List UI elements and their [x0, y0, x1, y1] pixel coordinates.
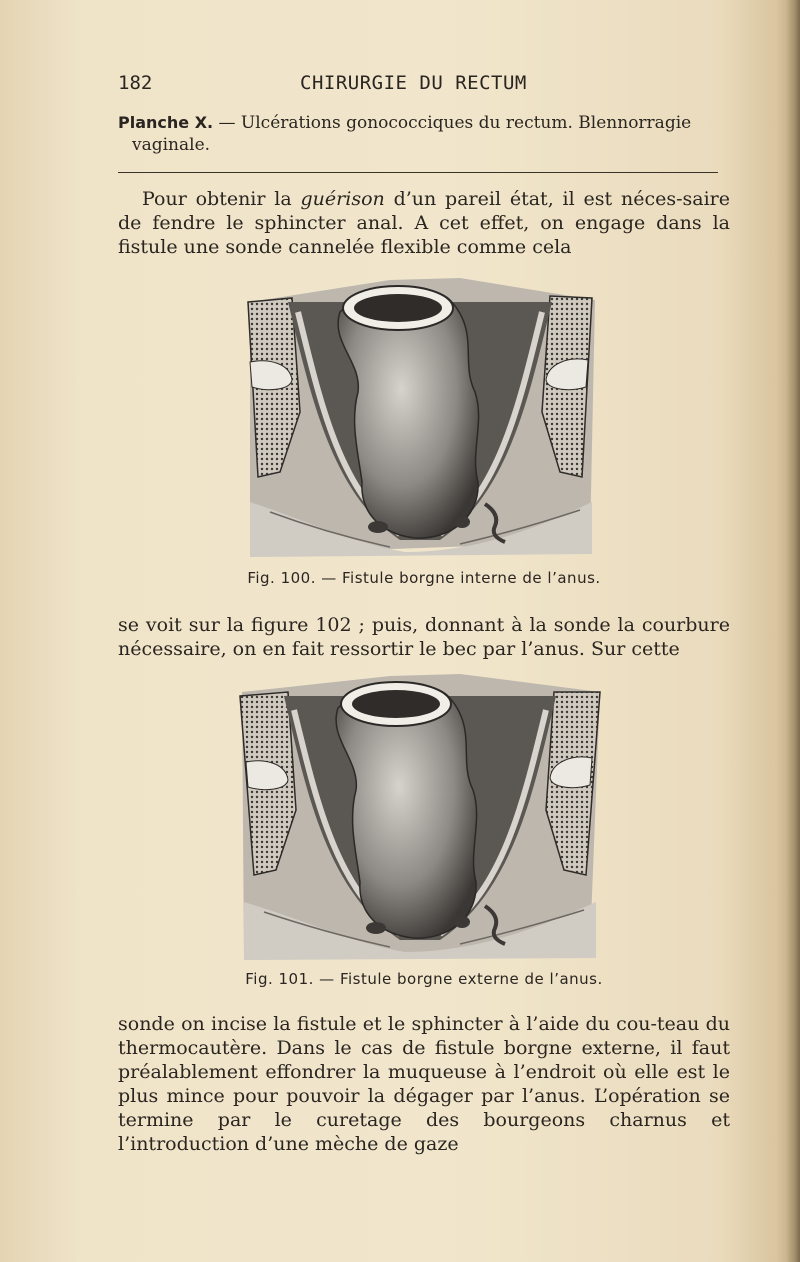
- paragraph-1: [118, 187, 730, 259]
- paragraph-3-text: sonde on incise la fistule et le sphincter à l’aide du cou-teau du thermocautère. Dans le cas de fistule borgne externe, il faut préalablement effondrer la muqueuse à l’endroit où elle est le plus mince pour pouvoir la dégager par l’anus. L’opération se termine par le curetage des bourgeons charnus et l’introduction d’une mèche de gaze: [118, 1013, 730, 1155]
- plate-caption: [118, 112, 728, 156]
- figure-101-caption: Fig. 101. — Fistule borgne externe de l’anus.: [245, 970, 603, 988]
- running-title: CHIRURGIE DU RECTUM: [300, 72, 527, 94]
- running-head: [118, 68, 728, 98]
- paragraph-2-text: se voit sur la figure 102 ; puis, donnant à la sonde la courbure nécessaire, on en fait ressortir le bec par l’anus. Sur cette: [118, 614, 730, 660]
- figure-100-illustration: [230, 272, 610, 562]
- figure-100-caption: Fig. 100. — Fistule borgne interne de l’anus.: [247, 569, 601, 587]
- plate-caption-line2: vaginale.: [132, 135, 211, 155]
- separator-rule: [118, 172, 718, 173]
- paragraph-2: [118, 613, 730, 661]
- figure-101-illustration: [230, 670, 610, 962]
- paragraph-3: [118, 1012, 730, 1156]
- plate-caption-line1: — Ulcérations gonococciques du rectum. Blennorragie: [213, 113, 692, 133]
- page-number: 182: [118, 72, 153, 94]
- paragraph-1-italic: guérison: [300, 188, 385, 210]
- plate-label: Planche X.: [118, 113, 214, 132]
- paragraph-1-start: Pour obtenir la: [142, 188, 301, 210]
- paragraph-1-end: d’un pareil état, il est néces-saire de fendre le sphincter anal. A cet effet, on engage dans la fistule une sonde cannelée flexible comme cela: [118, 188, 730, 258]
- page-edge-shadow: [786, 0, 800, 1262]
